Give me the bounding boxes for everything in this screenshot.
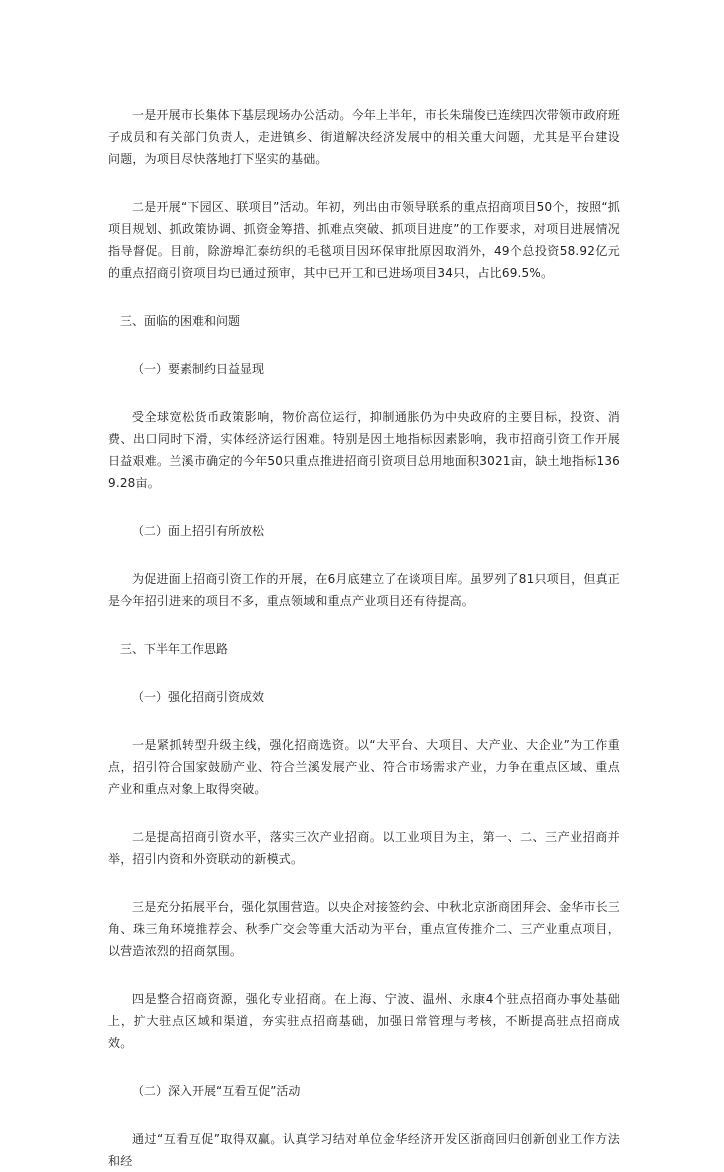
paragraph-mayor-field-office: 一是开展市长集体下基层现场办公活动。今年上半年，市长朱瑞俊已连续四次带领市政府班子成员和有关部门负责人，走进镇乡、街道解决经济发展中的相关重大问题，尤其是平台建设问题，为项目尽快落地打下坚实的基础。 xyxy=(108,108,621,166)
paragraph-park-project-activity: 二是开展“下园区、联项目”活动。年初，列出由市领导联系的重点招商项目50个，按照“抓项目规划、抓政策协调、抓资金筹措、抓难点突破、抓项目进度”的工作要求，对项目进展情况指导督促。目前，除游埠汇泰纺织的毛毯项目因环保审批原因取消外，49个总投资58.92亿元的重点招商引资项目均已通过预审，其中已开工和已进场项目34只，占比69.5%。 xyxy=(108,200,620,280)
paragraph-three-industries: 二是提高招商引资水平，落实三次产业招商。以工业项目为主，第一、二、三产业招商并举，招引内资和外资联动的新模式。 xyxy=(108,830,620,866)
paragraph-resource-integration: 四是整合招商资源，强化专业招商。在上海、宁波、温州、永康4个驻点招商办事处基础上，扩大驻点区域和渠道，夯实驻点招商基础，加强日常管理与考核，不断提高驻点招商成效。 xyxy=(108,992,620,1050)
paragraph-recruitment-relaxed: 为促进面上招商引资工作的开展，在6月底建立了在谈项目库。虽罗列了81只项目，但真正是今年招引进来的项目不多，重点领域和重点产业项目还有待提高。 xyxy=(108,572,620,608)
subheading-strengthen-results: （一）强化招商引资成效 xyxy=(132,690,265,704)
paragraph-mutual-activity: 通过“互看互促”取得双赢。认真学习结对单位金华经济开发区浙商回归创新创业工作方法和经 xyxy=(108,1132,620,1168)
paragraph-transformation-upgrade: 一是紧抓转型升级主线，强化招商选资。以“大平台、大项目、大产业、大企业”为工作重点，招引符合国家鼓励产业、符合兰溪发展产业、符合市场需求产业，力争在重点区域、重点产业和重点对象上取得突破。 xyxy=(108,738,620,796)
section-heading-difficulties: 三、面临的困难和问题 xyxy=(120,314,241,328)
paragraph-platform-expansion: 三是充分拓展平台，强化氛围营造。以央企对接签约会、中秋北京浙商团拜会、金华市长三角、珠三角环境推荐会、秋季广交会等重大活动为平台，重点宣传推介二、三产业重点项目，以营造浓烈的招商氛围。 xyxy=(108,900,621,958)
section-heading-work-plan: 三、下半年工作思路 xyxy=(120,642,229,656)
subheading-recruitment-relaxed: （二）面上招引有所放松 xyxy=(132,524,265,538)
subheading-mutual-activity: （二）深入开展“互看互促”活动 xyxy=(132,1084,301,1098)
paragraph-factor-constraints: 受全球宽松货币政策影响，物价高位运行，抑制通胀仍为中央政府的主要目标，投资、消费、出口同时下滑，实体经济运行困难。特别是因土地指标因素影响，我市招商引资工作开展日益艰难。兰溪市确定的今年50只重点推进招商引资项目总用地面积3021亩，缺土地指标1369.28亩。 xyxy=(108,410,620,490)
subheading-factor-constraints: （一）要素制约日益显现 xyxy=(132,362,265,376)
